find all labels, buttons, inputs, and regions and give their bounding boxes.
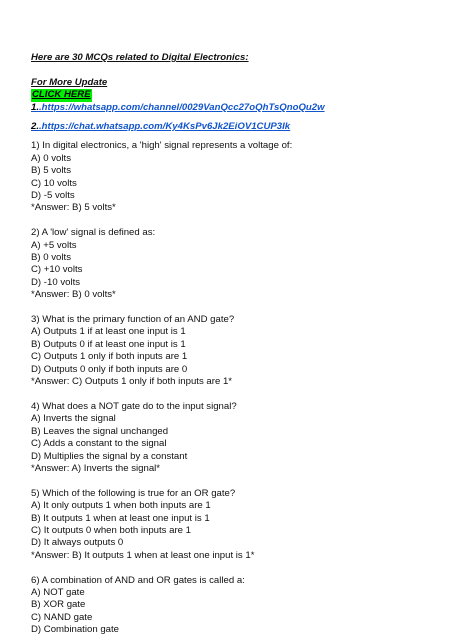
question-block: [31, 314, 461, 388]
question-block: [31, 575, 461, 637]
question-block: [31, 227, 461, 301]
channel-link[interactable]: [31, 102, 461, 114]
question-list: [31, 140, 461, 636]
answer-option: C) It outputs 0 when both inputs are 1: [31, 524, 191, 536]
answer-option: C) Outputs 1 only if both inputs are 1: [31, 351, 188, 363]
question-text: 1) In digital electronics, a 'high' signal represents a voltage of:: [31, 140, 293, 152]
question-block: [31, 488, 461, 562]
question-block: [31, 401, 461, 475]
answer-option: D) -5 volts: [31, 190, 75, 202]
answer-option: A) 0 volts: [31, 152, 71, 164]
answer-option: D) Outputs 0 only if both inputs are 0: [31, 363, 188, 375]
question-text: 4) What does a NOT gate do to the input signal?: [31, 400, 237, 412]
answer-option: D) Multiplies the signal by a constant: [31, 450, 188, 462]
answer-option: B) Leaves the signal unchanged: [31, 425, 169, 437]
chat-url[interactable]: .https://chat.whatsapp.com/Ky4KsPv6Jk2EiOV1CUP3Ik: [39, 121, 291, 133]
answer-option: D) Combination gate: [31, 624, 119, 636]
question-block: [31, 140, 461, 214]
answer-key: *Answer: C) Outputs 1 only if both inputs are 1*: [31, 376, 233, 388]
answer-option: B) 5 volts: [31, 165, 71, 177]
answer-key: *Answer: B) 0 volts*: [31, 289, 116, 301]
document-page: [31, 52, 461, 637]
answer-option: C) NAND gate: [31, 611, 93, 623]
question-text: 3) What is the primary function of an AND gate?: [31, 314, 235, 326]
question-text: 5) Which of the following is true for an OR gate?: [31, 487, 236, 499]
question-text: 6) A combination of AND and OR gates is called a:: [31, 574, 245, 586]
answer-option: A) Inverts the signal: [31, 413, 116, 425]
answer-option: B) It outputs 1 when at least one input is 1: [31, 512, 210, 524]
update-label: For More Update: [31, 76, 108, 88]
click-here-link[interactable]: CLICK HERE: [32, 89, 91, 101]
answer-option: A) +5 volts: [31, 239, 77, 251]
document-title: Here are 30 MCQs related to Digital Electronics:: [31, 52, 249, 63]
answer-option: C) 10 volts: [31, 177, 77, 189]
question-text: 2) A 'low' signal is defined as:: [31, 227, 156, 239]
link-number: 1.: [31, 101, 40, 113]
link-number: 2.: [31, 121, 40, 133]
answer-option: A) Outputs 1 if at least one input is 1: [31, 326, 186, 338]
chat-link[interactable]: [31, 121, 461, 133]
answer-key: *Answer: A) Inverts the signal*: [31, 462, 161, 474]
answer-option: C) Adds a constant to the signal: [31, 438, 167, 450]
answer-option: C) +10 volts: [31, 264, 83, 276]
answer-option: B) Outputs 0 if at least one input is 1: [31, 338, 186, 350]
answer-option: A) NOT gate: [31, 586, 85, 598]
answer-key: *Answer: B) It outputs 1 when at least one input is 1*: [31, 549, 255, 561]
answer-option: D) It always outputs 0: [31, 537, 124, 549]
answer-option: D) -10 volts: [31, 276, 81, 288]
answer-key: *Answer: B) 5 volts*: [31, 202, 116, 214]
answer-option: B) 0 volts: [31, 252, 71, 264]
answer-option: A) It only outputs 1 when both inputs are 1: [31, 500, 211, 512]
answer-option: B) XOR gate: [31, 599, 86, 611]
channel-url[interactable]: .https://whatsapp.com/channel/0029VanQcc27oQhTsQnoQu2w: [39, 101, 325, 113]
